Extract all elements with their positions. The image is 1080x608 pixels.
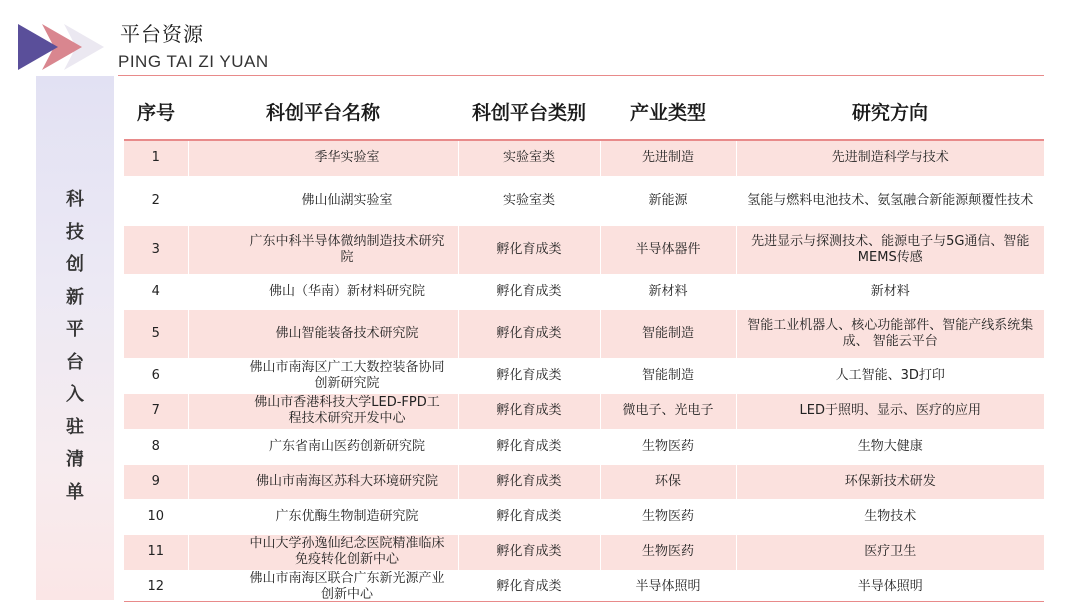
table-body <box>124 140 1044 603</box>
cell-category: 孵化育成类 <box>458 464 600 499</box>
cell-category: 孵化育成类 <box>458 429 600 464</box>
cell-industry: 生物医药 <box>600 429 736 464</box>
table-row <box>124 570 1044 603</box>
header-direction: 研究方向 <box>736 84 1044 140</box>
logo-arrows-icon <box>18 22 108 72</box>
table-row <box>124 499 1044 534</box>
platform-table-container <box>124 84 1044 604</box>
page-title: 平台资源 <box>120 22 204 46</box>
cell-direction: 环保新技术研发 <box>736 464 1044 499</box>
table-row <box>124 358 1044 393</box>
table-row <box>124 464 1044 499</box>
cell-industry: 生物医药 <box>600 534 736 570</box>
side-panel <box>36 76 114 600</box>
cell-no: 10 <box>124 499 188 534</box>
cell-direction: 智能工业机器人、核心功能部件、智能产线系统集成、 智能云平台 <box>736 309 1044 358</box>
cell-no: 5 <box>124 309 188 358</box>
side-title-char: 驻 <box>66 416 84 438</box>
table-row <box>124 140 1044 176</box>
cell-category: 孵化育成类 <box>458 274 600 309</box>
cell-category: 孵化育成类 <box>458 499 600 534</box>
cell-platform-name: 佛山市南海区苏科大环境研究院 <box>188 464 458 499</box>
cell-industry: 环保 <box>600 464 736 499</box>
cell-industry: 新能源 <box>600 176 736 225</box>
cell-direction: 生物大健康 <box>736 429 1044 464</box>
cell-platform-name: 佛山市香港科技大学LED-FPD工程技术研究开发中心 <box>188 393 458 429</box>
side-title-char: 清 <box>66 449 84 470</box>
table-header-row <box>124 84 1044 140</box>
cell-category: 孵化育成类 <box>458 358 600 393</box>
cell-platform-name: 季华实验室 <box>188 140 458 176</box>
header-industry: 产业类型 <box>600 84 736 140</box>
side-title-char: 技 <box>66 221 84 243</box>
cell-category: 孵化育成类 <box>458 534 600 570</box>
side-title-char: 科 <box>66 189 84 210</box>
cell-direction: 先进显示与探测技术、能源电子与5G通信、智能MEMS传感 <box>736 225 1044 274</box>
side-vertical-title <box>36 184 114 509</box>
cell-direction: 新材料 <box>736 274 1044 309</box>
side-title-char: 创 <box>66 254 84 275</box>
platform-table <box>124 84 1044 604</box>
cell-platform-name: 佛山市南海区联合广东新光源产业创新中心 <box>188 570 458 603</box>
cell-category: 孵化育成类 <box>458 309 600 358</box>
cell-platform-name: 广东优酶生物制造研究院 <box>188 499 458 534</box>
side-title-char: 单 <box>66 481 84 503</box>
page-subtitle-pinyin: PING TAI ZI YUAN <box>118 52 269 71</box>
cell-industry: 微电子、光电子 <box>600 393 736 429</box>
table-row <box>124 176 1044 225</box>
side-title-char: 入 <box>66 384 84 405</box>
cell-industry: 智能制造 <box>600 358 736 393</box>
cell-industry: 生物医药 <box>600 499 736 534</box>
side-title-char: 平 <box>66 319 84 340</box>
table-row <box>124 309 1044 358</box>
side-title-char: 新 <box>66 286 84 308</box>
cell-platform-name: 中山大学孙逸仙纪念医院精准临床免疫转化创新中心 <box>188 534 458 570</box>
cell-no: 6 <box>124 358 188 393</box>
cell-category: 实验室类 <box>458 140 600 176</box>
cell-no: 1 <box>124 140 188 176</box>
cell-direction: 医疗卫生 <box>736 534 1044 570</box>
cell-direction: 人工智能、3D打印 <box>736 358 1044 393</box>
header-category: 科创平台类别 <box>458 84 600 140</box>
bottom-divider <box>124 601 1044 602</box>
cell-no: 4 <box>124 274 188 309</box>
table-row <box>124 393 1044 429</box>
cell-direction: 先进制造科学与技术 <box>736 140 1044 176</box>
table-row <box>124 225 1044 274</box>
cell-platform-name: 佛山（华南）新材料研究院 <box>188 274 458 309</box>
cell-category: 孵化育成类 <box>458 570 600 603</box>
cell-no: 12 <box>124 570 188 603</box>
table-row <box>124 534 1044 570</box>
cell-direction: 半导体照明 <box>736 570 1044 603</box>
cell-direction: LED于照明、显示、医疗的应用 <box>736 393 1044 429</box>
header-name: 科创平台名称 <box>188 84 458 140</box>
header-no: 序号 <box>124 84 188 140</box>
cell-platform-name: 佛山智能装备技术研究院 <box>188 309 458 358</box>
cell-industry: 智能制造 <box>600 309 736 358</box>
table-row <box>124 274 1044 309</box>
cell-platform-name: 广东省南山医药创新研究院 <box>188 429 458 464</box>
table-row <box>124 429 1044 464</box>
cell-no: 11 <box>124 534 188 570</box>
cell-category: 孵化育成类 <box>458 225 600 274</box>
title-divider <box>118 75 1044 76</box>
cell-direction: 生物技术 <box>736 499 1044 534</box>
cell-direction: 氢能与燃料电池技术、氨氢融合新能源颠覆性技术 <box>736 176 1044 225</box>
cell-industry: 先进制造 <box>600 140 736 176</box>
cell-category: 实验室类 <box>458 176 600 225</box>
cell-industry: 半导体器件 <box>600 225 736 274</box>
cell-no: 9 <box>124 464 188 499</box>
side-title-char: 台 <box>66 351 84 373</box>
cell-category: 孵化育成类 <box>458 393 600 429</box>
cell-industry: 半导体照明 <box>600 570 736 603</box>
cell-industry: 新材料 <box>600 274 736 309</box>
cell-no: 3 <box>124 225 188 274</box>
cell-no: 7 <box>124 393 188 429</box>
cell-platform-name: 广东中科半导体微纳制造技术研究院 <box>188 225 458 274</box>
cell-no: 8 <box>124 429 188 464</box>
cell-platform-name: 佛山市南海区广工大数控装备协同创新研究院 <box>188 358 458 393</box>
cell-no: 2 <box>124 176 188 225</box>
cell-platform-name: 佛山仙湖实验室 <box>188 176 458 225</box>
